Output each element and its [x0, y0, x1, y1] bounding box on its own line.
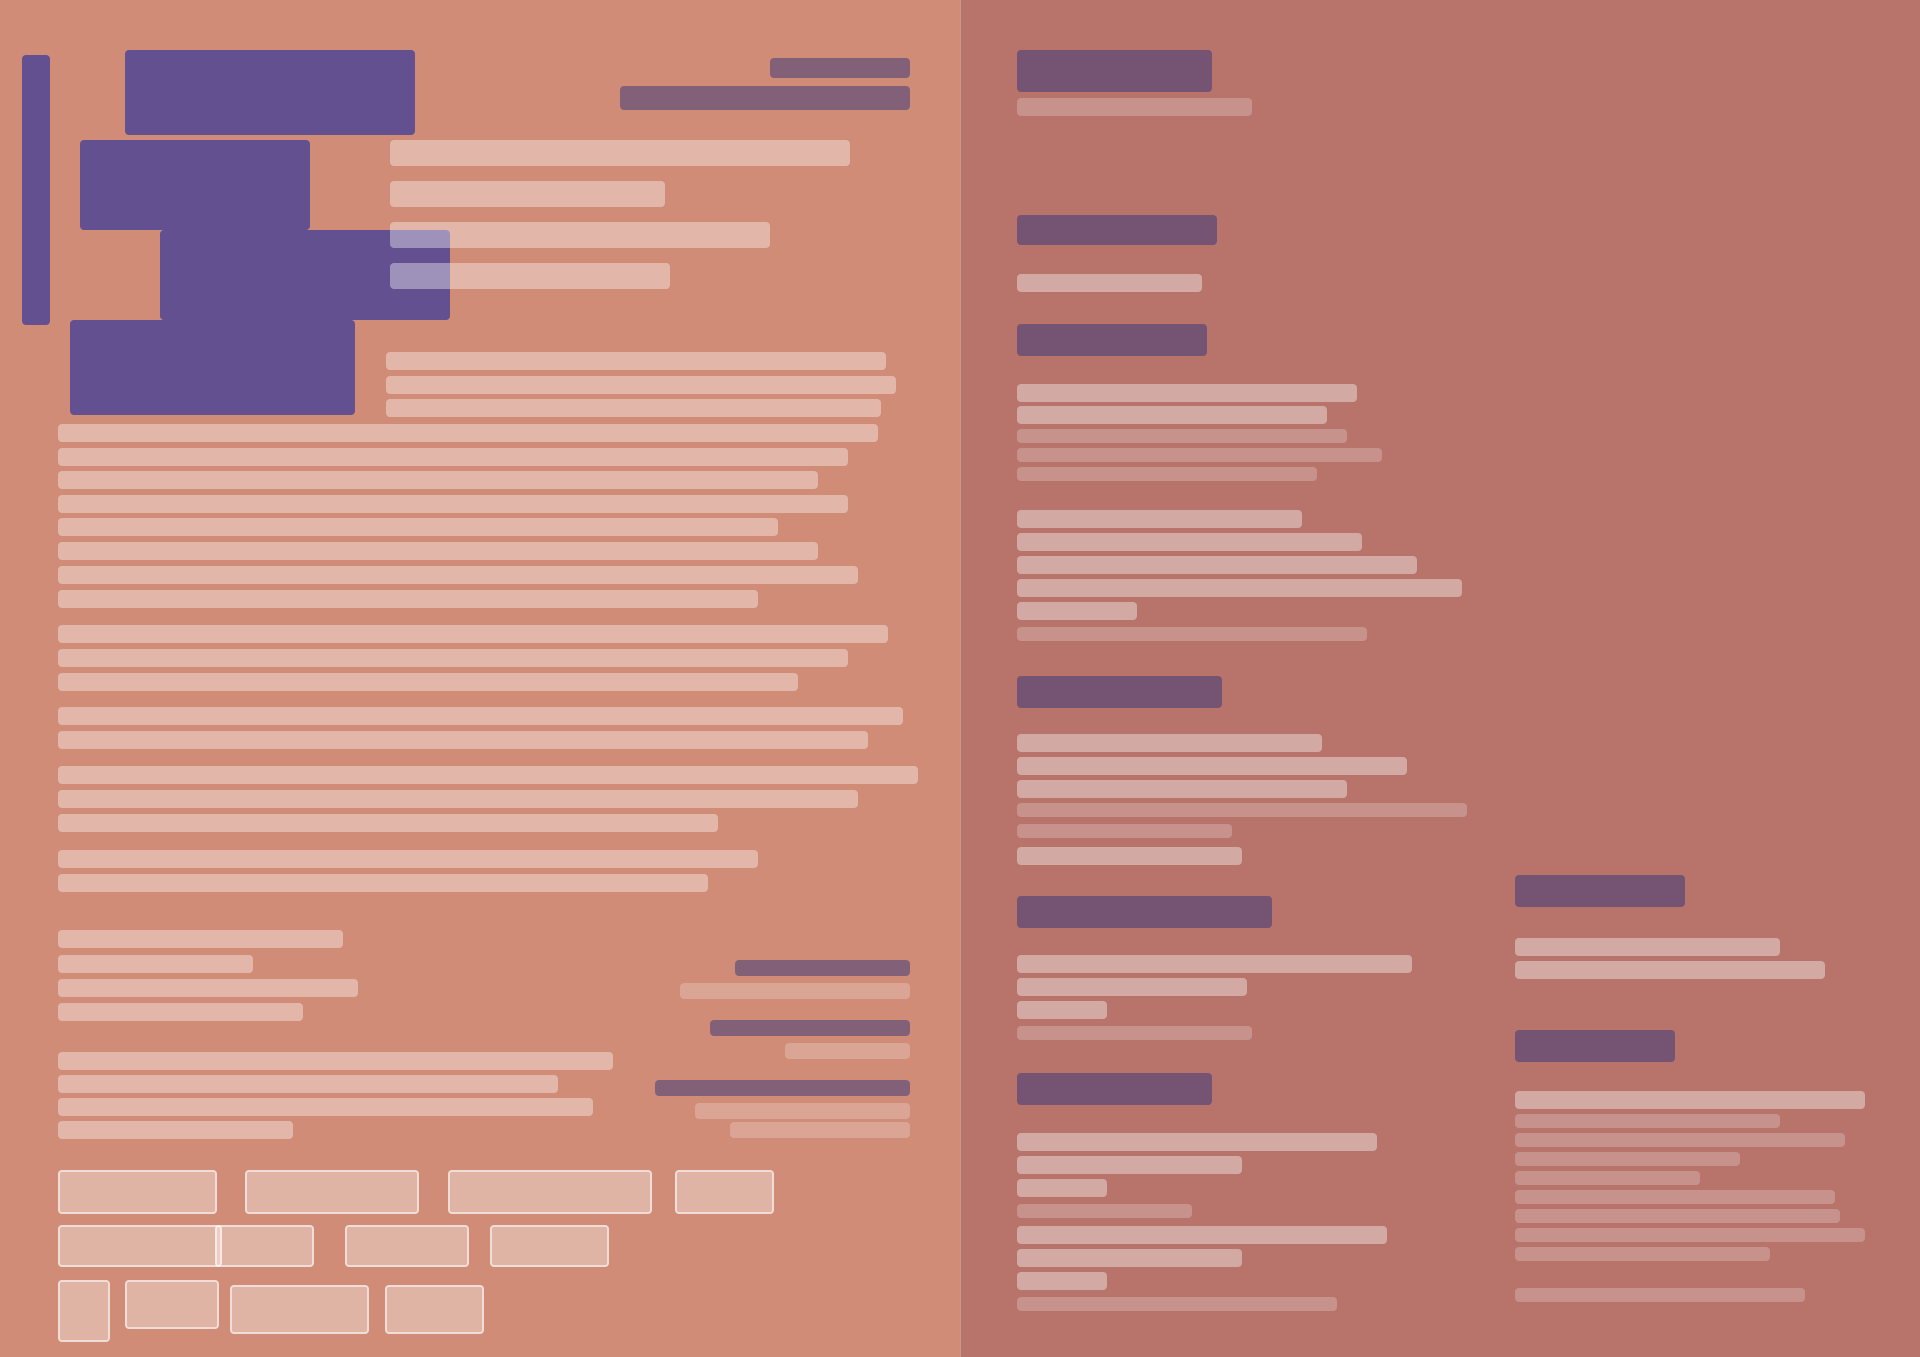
credits-heading-placeholder-3 [655, 1080, 910, 1096]
body-copy-placeholder-17 [58, 766, 918, 784]
body-copy-placeholder-9 [58, 542, 818, 560]
body-copy-placeholder-4 [58, 424, 878, 442]
closing-copy-placeholder-4 [58, 1121, 293, 1139]
program-line-placeholder-40 [1515, 1228, 1865, 1242]
body-copy-placeholder-13 [58, 649, 848, 667]
program-line-placeholder-11 [1017, 602, 1137, 620]
program-title-placeholder [1017, 50, 1212, 92]
main-title-placeholder-2 [80, 140, 310, 230]
subtitle-placeholder-3 [390, 222, 770, 248]
body-copy-placeholder-14 [58, 673, 798, 691]
body-copy-placeholder-18 [58, 790, 858, 808]
day-heading-placeholder-7 [1515, 1030, 1675, 1062]
program-line-placeholder-33 [1515, 1091, 1865, 1109]
body-copy-placeholder-5 [58, 448, 848, 466]
body-copy-placeholder-15 [58, 707, 903, 725]
program-line-placeholder-23 [1017, 1133, 1377, 1151]
program-line-placeholder-31 [1515, 938, 1780, 956]
program-line-placeholder-16 [1017, 803, 1467, 817]
program-line-placeholder-1 [1017, 274, 1202, 292]
body-copy-placeholder-8 [58, 518, 778, 536]
logo-placeholder-2 [245, 1170, 419, 1214]
day-heading-placeholder-1 [1017, 215, 1217, 245]
program-line-placeholder-8 [1017, 533, 1362, 551]
body-copy-placeholder-21 [58, 874, 708, 892]
program-line-placeholder-36 [1515, 1152, 1740, 1166]
program-line-placeholder-13 [1017, 734, 1322, 752]
logo-placeholder-1 [58, 1170, 217, 1214]
program-line-placeholder-29 [1017, 1272, 1107, 1290]
program-line-placeholder-2 [1017, 384, 1357, 402]
body-copy-placeholder-2 [386, 376, 896, 394]
closing-copy-placeholder-3 [58, 1098, 593, 1116]
program-line-placeholder-28 [1017, 1249, 1242, 1267]
main-title-placeholder-1 [125, 50, 415, 135]
divider-line [960, 0, 961, 1357]
program-line-placeholder-34 [1515, 1114, 1780, 1128]
body-copy-placeholder-12 [58, 625, 888, 643]
logo-placeholder-6 [215, 1225, 314, 1267]
credits-heading-placeholder-1 [735, 960, 910, 976]
program-line-placeholder-27 [1017, 1226, 1387, 1244]
program-line-placeholder-9 [1017, 556, 1417, 574]
logo-placeholder-10 [125, 1280, 219, 1329]
program-subtitle-placeholder [1017, 98, 1252, 116]
program-line-placeholder-37 [1515, 1171, 1700, 1185]
program-line-placeholder-38 [1515, 1190, 1835, 1204]
subtitle-placeholder-1 [390, 140, 850, 166]
body-copy-placeholder-1 [386, 352, 886, 370]
credits-line-placeholder-2 [785, 1043, 910, 1059]
program-line-placeholder-26 [1017, 1204, 1192, 1218]
program-line-placeholder-14 [1017, 757, 1407, 775]
program-line-placeholder-20 [1017, 978, 1247, 996]
logo-placeholder-7 [345, 1225, 469, 1267]
logo-placeholder-5 [58, 1225, 222, 1267]
program-line-placeholder-41 [1515, 1247, 1770, 1261]
subtitle-placeholder-4 [390, 263, 670, 289]
day-heading-placeholder-2 [1017, 324, 1207, 356]
list-heading-placeholder [58, 930, 343, 948]
program-line-placeholder-21 [1017, 1001, 1107, 1019]
subtitle-placeholder-2 [390, 181, 665, 207]
main-title-placeholder-4 [70, 320, 355, 415]
program-line-placeholder-12 [1017, 627, 1367, 641]
body-copy-placeholder-19 [58, 814, 718, 832]
logo-placeholder-3 [448, 1170, 652, 1214]
program-line-placeholder-32 [1515, 961, 1825, 979]
event-details-placeholder-2 [620, 86, 910, 110]
body-copy-placeholder-20 [58, 850, 758, 868]
program-line-placeholder-39 [1515, 1209, 1840, 1223]
event-details-placeholder-1 [770, 58, 910, 78]
list-item-placeholder-2 [58, 979, 358, 997]
logo-placeholder-4 [675, 1170, 774, 1214]
body-copy-placeholder-7 [58, 495, 848, 513]
day-heading-placeholder-5 [1017, 1073, 1212, 1105]
closing-copy-placeholder-1 [58, 1052, 613, 1070]
body-copy-placeholder-10 [58, 566, 858, 584]
day-heading-placeholder-4 [1017, 896, 1272, 928]
logo-placeholder-11 [230, 1285, 369, 1334]
program-line-placeholder-25 [1017, 1179, 1107, 1197]
program-line-placeholder-4 [1017, 429, 1347, 443]
credits-line-placeholder-4 [730, 1122, 910, 1138]
program-line-placeholder-35 [1515, 1133, 1845, 1147]
logo-placeholder-8 [490, 1225, 609, 1267]
credits-line-placeholder-3 [695, 1103, 910, 1119]
credits-heading-placeholder-2 [710, 1020, 910, 1036]
vertical-title-placeholder [22, 55, 50, 325]
program-line-placeholder-6 [1017, 467, 1317, 481]
list-item-placeholder-1 [58, 955, 253, 973]
list-item-placeholder-3 [58, 1003, 303, 1021]
program-line-placeholder-15 [1017, 780, 1347, 798]
program-line-placeholder-22 [1017, 1026, 1252, 1040]
program-line-placeholder-7 [1017, 510, 1302, 528]
body-copy-placeholder-3 [386, 399, 881, 417]
logo-placeholder-9 [58, 1280, 110, 1342]
program-line-placeholder-42 [1515, 1288, 1805, 1302]
day-heading-placeholder-3 [1017, 676, 1222, 708]
body-copy-placeholder-16 [58, 731, 868, 749]
body-copy-placeholder-11 [58, 590, 758, 608]
program-line-placeholder-5 [1017, 448, 1382, 462]
program-line-placeholder-10 [1017, 579, 1462, 597]
program-line-placeholder-30 [1017, 1297, 1337, 1311]
closing-copy-placeholder-2 [58, 1075, 558, 1093]
logo-placeholder-12 [385, 1285, 484, 1334]
program-line-placeholder-3 [1017, 406, 1327, 424]
program-line-placeholder-17 [1017, 824, 1232, 838]
right-panel [960, 0, 1920, 1357]
day-heading-placeholder-6 [1515, 875, 1685, 907]
program-line-placeholder-24 [1017, 1156, 1242, 1174]
program-line-placeholder-18 [1017, 847, 1242, 865]
credits-line-placeholder-1 [680, 983, 910, 999]
program-line-placeholder-19 [1017, 955, 1412, 973]
body-copy-placeholder-6 [58, 471, 818, 489]
